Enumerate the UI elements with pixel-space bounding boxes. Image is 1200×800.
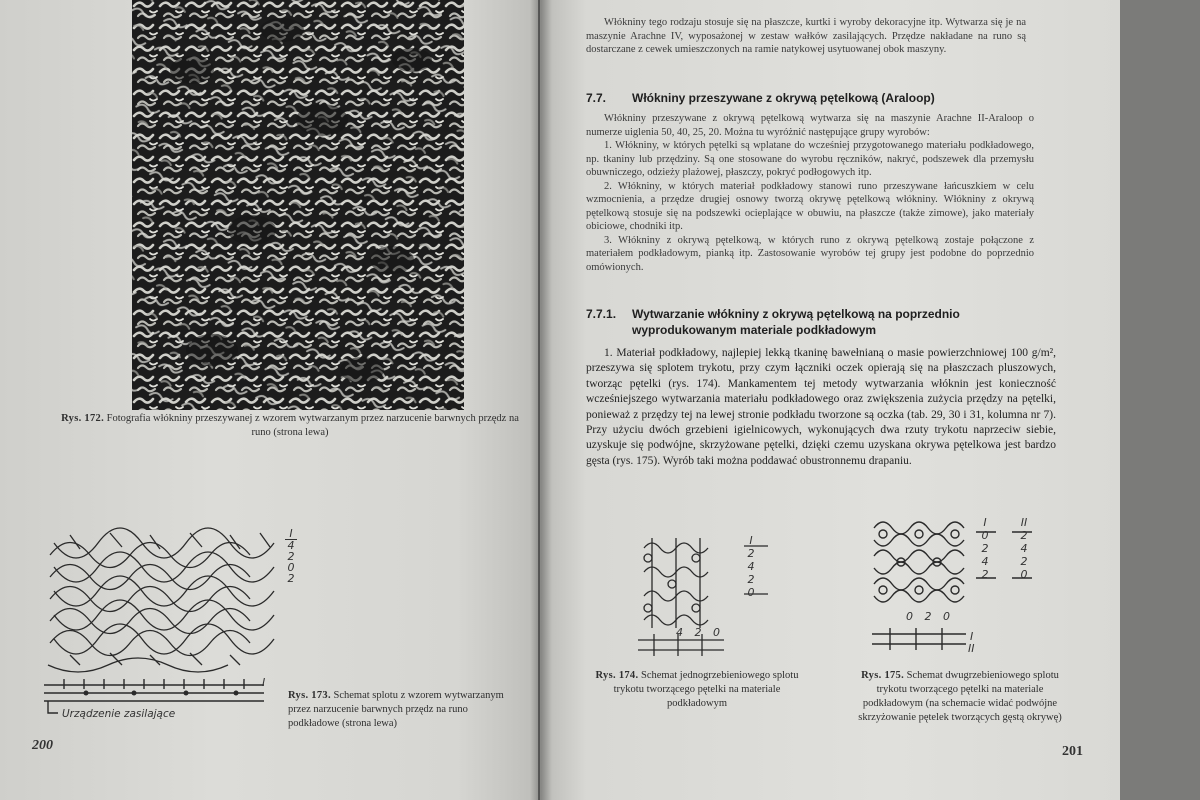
figure-173-notation bbox=[285, 528, 297, 584]
section-heading bbox=[586, 90, 1046, 106]
list-item: 2. Włókniny, w których materiał podkładowy stanowi runo przeszywane łańcuszkiem w celu wzmocnienia, a przędze drugiej osnowy tworzą okrywę pętelkową włókniny. Włókniny z okrywą pętelkową stosuje się na podszewki ocieplające w obuwiu, na płaszcze (także zimowe), jako materiały obiciowe, chodniki itp. bbox=[586, 180, 1034, 232]
subsection-heading bbox=[586, 306, 1056, 338]
subsection-title: Wytwarzanie włókniny z okrywą pętelkową na poprzednio wyprodukowanym materiale podkładowym bbox=[632, 307, 960, 337]
figure-175-bar-label-2: II bbox=[968, 642, 975, 655]
figure-174-notation bbox=[744, 534, 758, 599]
figure-172-caption-label: Rys. 172. bbox=[61, 413, 104, 424]
background-edge bbox=[1120, 0, 1200, 800]
intro-paragraph-text: Włókniny tego rodzaju stosuje się na płaszcze, kurtki i wyroby dekoracyjne itp. Wytwarza się je na maszynie Arachne IV, wyposażonej w zestaw wałków zasilających. Przędze nakładane na runo są dostarczane z cewek umieszczonych na ramie natykowej usytuowanej obok maszyny. bbox=[586, 17, 1026, 55]
figure-175-label: 2 bbox=[1020, 529, 1028, 542]
list-item: 3. Włókniny z okrywą pętelkową, w których runo z okrywą pętelkową zostaje połączone z materiałem podkładowym, pianką itp. Zastosowanie wyrobów tej grupy jest podobne do poprzednio omówionych. bbox=[586, 234, 1034, 273]
figure-174-bottom-label: 4 2 0 bbox=[676, 626, 724, 639]
figure-173-label: 4 bbox=[287, 539, 295, 552]
figure-175-label: I bbox=[983, 516, 987, 529]
section-title: Włókniny przeszywane z okrywą pętelkową (Araloop) bbox=[632, 91, 935, 105]
subsection-paragraph: 1. Materiał podkładowy, najlepiej lekką tkaninę bawełnianą o masie powierzchniowej 100 g/m², przeszywa się splotem trykotu, przy czym łączniki oczek opierają się na płaszczach pluszowych, tworząc pętelki (rys. 174). Mankamentem tej metody wytwarzania włóknin jest konieczność wcześniejszego wytwarzania materiału podkładowego oraz zwiększenia zużycia przędzy na pętelki, ponieważ z przędzy tej na lewej stronie podkładu tworzone są oczka (tab. 29, 30 i 31, kolumna nr 7). Przy użyciu dwóch grzebieni igielnicowych, wykonujących dwa rzuty trykotu naprzeciw siebie, uzyskuje się podwójne, skrzyżowane pętelki, dzięki czemu uzyskana okrywa pętelkowa jest bardzo gęsta (rys. 175). Wyrób taki można poddawać obustronnemu drapaniu. bbox=[586, 347, 1056, 467]
figure-175-label: 0 bbox=[981, 529, 989, 542]
figure-175-caption-text: Schemat dwugrzebieniowego splotu trykotu tworzącego pętelki na materiale podkładowym (na schemacie widać podwójne skrzyżowanie pętelek tworzących gęstą okrywę) bbox=[858, 670, 1062, 723]
figure-175-label: 2 bbox=[1020, 555, 1028, 568]
figure-173-caption bbox=[288, 689, 504, 731]
figure-173-label: 0 bbox=[287, 561, 295, 574]
figure-175-caption bbox=[846, 669, 1074, 725]
book-gutter bbox=[530, 0, 552, 800]
figure-175-diagram bbox=[866, 510, 1066, 660]
figure-175-bottom-label: 0 2 0 bbox=[906, 610, 954, 623]
figure-175-notation-2 bbox=[1016, 516, 1032, 581]
figure-175-label: 2 bbox=[981, 568, 989, 581]
figure-172-caption bbox=[60, 412, 520, 440]
figure-173-caption-text: Schemat splotu z wzorem wytwarzanym przez narzucenie barwnych przędz na runo podkładowe (strona lewa) bbox=[288, 690, 504, 729]
figure-173-label: I bbox=[285, 528, 297, 540]
left-page bbox=[0, 0, 538, 800]
figure-173-caption-label: Rys. 173. bbox=[288, 690, 331, 701]
section-number: 7.7. bbox=[586, 91, 607, 105]
section-paragraph: Włókniny przeszywane z okrywą pętelkową wytwarza się na maszynie Arachne II-Araloop o numerze uiglenia 50, 40, 25, 20. Można tu wyróżnić następujące grupy wyrobów: bbox=[586, 113, 1034, 138]
figure-175-bar-label-1: I bbox=[970, 630, 974, 643]
subsection-number: 7.7.1. bbox=[586, 307, 617, 321]
subsection-body bbox=[586, 346, 1056, 469]
figure-173-label: 2 bbox=[287, 572, 295, 585]
figure-173-device-label: Urządzenie zasilające bbox=[62, 708, 176, 720]
figure-173-label: 2 bbox=[287, 550, 295, 563]
figure-174-label: I bbox=[749, 534, 753, 547]
section-body bbox=[586, 112, 1034, 274]
figure-175-caption-label: Rys. 175. bbox=[861, 670, 905, 681]
figure-175-label: 4 bbox=[981, 555, 989, 568]
figure-174-caption-text: Schemat jednogrzebieniowego splotu trykotu tworzącego pętelki na materiale podkładowym bbox=[613, 670, 799, 709]
figure-175-label: 4 bbox=[1020, 542, 1028, 555]
figure-174-label: 2 bbox=[747, 547, 755, 560]
figure-172-photo bbox=[132, 0, 464, 410]
figure-172-caption-text: Fotografia włókniny przeszywanej z wzorem wytwarzanym przez narzucenie barwnych przędz na runo (strona lewa) bbox=[106, 413, 519, 438]
figure-174-caption bbox=[586, 669, 808, 711]
list-item: 1. Włókniny, w których pętelki są wplatane do wcześniej przygotowanego materiału podkładowego, np. tkaniny lub przędziny. Są one stosowane do wyrobu ręczników, nakryć, podszewek dla przemysłu obuwniczego, odzieży plażowej, płaszczy, pokryć podłogowych itp. bbox=[586, 140, 1034, 178]
figure-174-label: 2 bbox=[747, 573, 755, 586]
figure-175-label: 2 bbox=[981, 542, 989, 555]
figure-175-notation-1 bbox=[978, 516, 992, 581]
intro-paragraph bbox=[586, 16, 1026, 57]
figure-174-label: 0 bbox=[747, 586, 755, 599]
page-number-right: 201 bbox=[1062, 744, 1083, 759]
figure-174-label: 4 bbox=[747, 560, 755, 573]
figure-173-bar-label: I bbox=[262, 676, 266, 689]
figure-173-diagram bbox=[40, 515, 302, 727]
figure-175-label: II bbox=[1020, 516, 1028, 529]
figure-175-label: 0 bbox=[1020, 568, 1028, 581]
page-number-left: 200 bbox=[32, 738, 53, 753]
figure-174-caption-label: Rys. 174. bbox=[595, 670, 639, 681]
